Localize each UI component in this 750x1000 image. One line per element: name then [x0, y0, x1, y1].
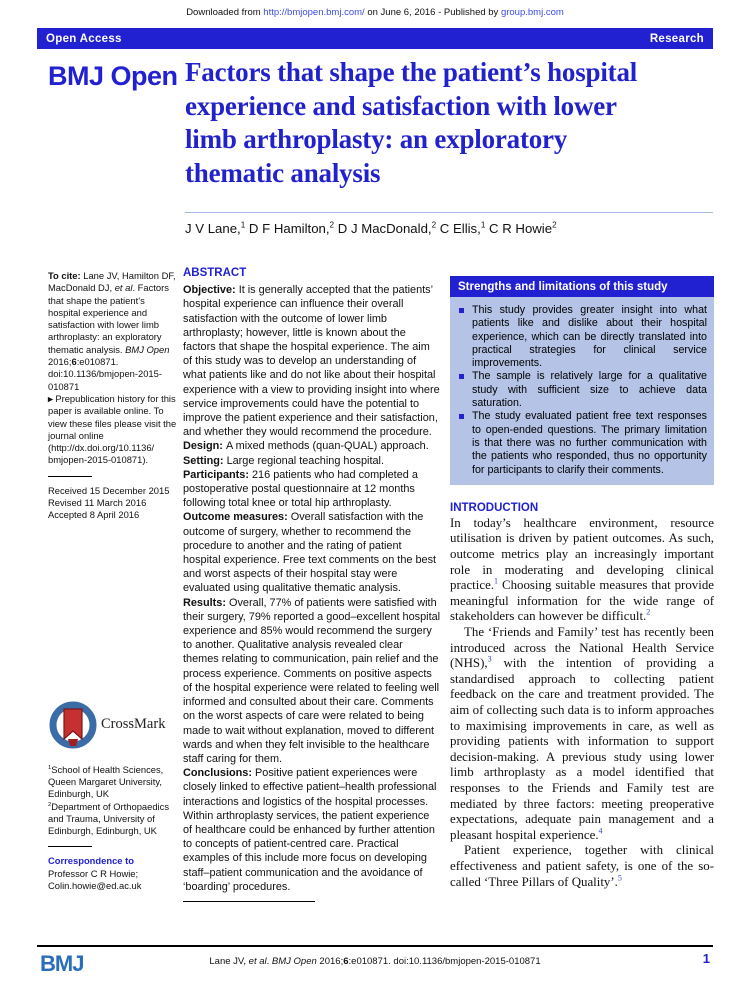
strengths-bullet: This study provides greater insight into what patients like and dislike about their hospital experience, which can be directly translated into practical strategies for clinical service improvements. — [457, 304, 707, 370]
crossmark-badge[interactable] — [48, 698, 177, 752]
journal-url-link[interactable]: http://bmjopen.bmj.com/ — [263, 7, 365, 18]
introduction-paragraphs — [450, 516, 714, 890]
bmj-open-logo: BMJ Open — [48, 61, 178, 91]
title-line: experience and satisfaction with lower — [185, 90, 617, 121]
square-bullet-icon — [459, 414, 464, 419]
bmj-logo: BMJ — [40, 951, 84, 976]
abstract-section-label: Participants: — [183, 468, 252, 481]
authors-line: J V Lane,$^1$ D F Hamilton,$^2$ D J MacDonald,$^2$ C Ellis,$^1$ C R Howie$^2$ — [185, 220, 557, 236]
abstract-section-label: Design: — [183, 440, 226, 453]
section-banner — [37, 28, 713, 49]
correspondence-email[interactable]: Colin.howie@ed.ac.uk — [48, 880, 142, 892]
abstract-section: Participants: 216 patients who had completed a postoperative postal questionnaire at 12 months following total knee or total hip arthroplasty. — [183, 468, 418, 510]
abstract-section-label: Objective: — [183, 284, 239, 297]
download-header — [0, 7, 750, 18]
strengths-bullet-list — [450, 297, 714, 485]
open-access-label: Open Access — [46, 32, 122, 45]
article-title — [185, 56, 715, 190]
abstract-section: Setting: Large regional teaching hospital. — [183, 454, 384, 467]
history-date: Received 15 December 2015 — [48, 484, 170, 496]
abstract-section: Outcome measures: Overall satisfaction with the outcome of surgery, whether to recommend the procedure to another and the rating of patient hospital experience. Free text comments on the best and worst aspects of their hospital stay were evaluated using qualitative thematic analysis. — [183, 511, 437, 595]
history-dates — [48, 485, 177, 522]
strengths-bullet: The sample is relatively large for a qualitative study with sufficient size to achieve data saturation. — [457, 370, 707, 410]
abstract-section: Objective: It is generally accepted that the patients’ hospital experience can influence their overall satisfaction with the outcome of lower limb arthroplasty; however, little is known about the factors that shape the hospital experience. The aim of this study was to develop an understanding of what patients like and do not like about their hospital experience with a view to providing insight into where service improvements could have the potential to improve the patient experience and their satisfaction, and whether they would recommend the procedure. — [183, 284, 440, 439]
introduction-paragraph: Patient experience, together with clinical effectiveness and patient safety, is one of the so-called ‘Three Pillars of Quality’.$^5$ — [450, 843, 714, 889]
sidebar-divider — [48, 846, 92, 847]
introduction-heading: INTRODUCTION — [450, 501, 539, 514]
affiliation: $^2$Department of Orthopaedics and Trauma, University of Edinburgh, Edinburgh, UK — [48, 800, 170, 837]
abstract-section-label: Results: — [183, 596, 229, 609]
title-line: Factors that shape the patient’s hospital — [185, 57, 638, 87]
abstract-section-label: Setting: — [183, 454, 227, 467]
title-line: limb arthroplasty: an exploratory — [185, 124, 568, 154]
correspondence-name: Professor C R Howie; — [48, 867, 139, 879]
abstract-section: Conclusions: Positive patient experiences were closely linked to effective patient–health professional interactions and logistics of the hospital processes. Within arthroplasty services, the patient experience of healthcare could be enhanced by further attention to concepts of patient-centred care. Practical examples of this include more focus on developing staff–patient communication and the avoidance of ‘boarding’ procedures. — [183, 767, 437, 893]
affiliations — [48, 764, 177, 838]
abstract-section: Design: A mixed methods (quan-QUAL) approach. — [183, 440, 429, 453]
download-text-mid: on June 6, 2016 - Published by — [364, 7, 501, 18]
introduction-paragraph: In today’s healthcare environment, resource utilisation is driven by patient outcomes. As such, outcome metrics play an increasingly important role in moderating and developing clinical practice.$^1$ Choosing suitable measures that provide meaningful information for the wide range of stakeholders can however be difficult.$^2$ — [450, 515, 714, 624]
abstract-section: Results: Overall, 77% of patients were satisfied with their surgery, 79% reported a good–excellent hospital experience and 85% would recommend the surgery to another. Qualitative analysis revealed clear themes relating to communication, pain relief and the process experience. Comments on positive aspects of the hospital experience were related to feeling well informed and consulted about their care. Comments on the worst aspects of care were related to being made to wait without explanation, moved to different wards and when they felt invisible to the healthcare staff caring for them. — [183, 596, 441, 765]
crossmark-label: CrossMark — [101, 716, 166, 733]
abstract-heading: ABSTRACT — [183, 267, 247, 279]
to-cite-note: To cite: Lane JV, Hamilton DF, MacDonald DJ, et al. Factors that shape the patient’s hospital experience and satisfaction with lower limb arthroplasty: an exploratory thematic analysis. BMJ Open 2016;6:e010871. doi:10.1136/bmjopen-2015-010871 — [48, 270, 176, 392]
strengths-heading: Strengths and limitations of this study — [450, 276, 714, 297]
title-divider — [185, 212, 713, 213]
left-sidebar — [48, 270, 177, 892]
title-line: thematic analysis — [185, 157, 381, 188]
affiliation: $^1$School of Health Sciences, Queen Margaret University, Edinburgh, UK — [48, 763, 164, 800]
correspondence-block — [48, 855, 177, 892]
history-date: Revised 11 March 2016 — [48, 497, 147, 509]
crossmark-icon — [48, 698, 98, 752]
abstract-sections — [183, 283, 441, 894]
strengths-box — [450, 276, 714, 485]
footer-divider — [37, 945, 713, 947]
abstract-section-label: Conclusions: — [183, 767, 256, 780]
prepublication-note: ▸ Prepublication history for this paper is available online. To view these files please visit the journal online (http://dx.doi.org/10.1136/ bmjopen-2015-010871). — [48, 392, 177, 466]
abstract-section-label: Outcome measures: — [183, 511, 291, 524]
square-bullet-icon — [459, 374, 464, 379]
strengths-bullet: The study evaluated patient free text responses to open-ended questions. The primary limitation is that there was no further communication with the patients who responded, thus no opportunity for participants to clarify their comments. — [457, 410, 707, 476]
research-label: Research — [649, 32, 704, 45]
sidebar-divider — [48, 476, 92, 477]
history-date: Accepted 8 April 2016 — [48, 509, 140, 521]
footer-citation: Lane JV, et al. BMJ Open 2016;6:e010871. doi:10.1136/bmjopen-2015-010871 — [209, 956, 541, 967]
download-text-pre: Downloaded from — [186, 7, 264, 18]
abstract-column — [183, 266, 441, 902]
correspondence-label: Correspondence to — [48, 855, 134, 867]
publisher-url-link[interactable]: group.bmj.com — [500, 7, 564, 18]
abstract-end-divider — [183, 901, 315, 902]
introduction-column — [450, 276, 714, 890]
introduction-paragraph: The ‘Friends and Family’ test has recently been introduced across the National Health Service (NHS),$^3$ with the intention of providing a standardised approach to collecting patient feedback on the care and treatment provided. The aim of collecting such data is to inform approaches to maximising improvements in care, as well as providing patients with information to support decision-making. A previous study using lower limb arthroplasty as a model identified that responses to the Friends and Family test are mediated by three factors: meeting preoperative expectations, adequate pain management and a pleasant hospital experience.$^4$ — [450, 625, 714, 842]
square-bullet-icon — [459, 308, 464, 313]
page-number: 1 — [702, 951, 710, 966]
